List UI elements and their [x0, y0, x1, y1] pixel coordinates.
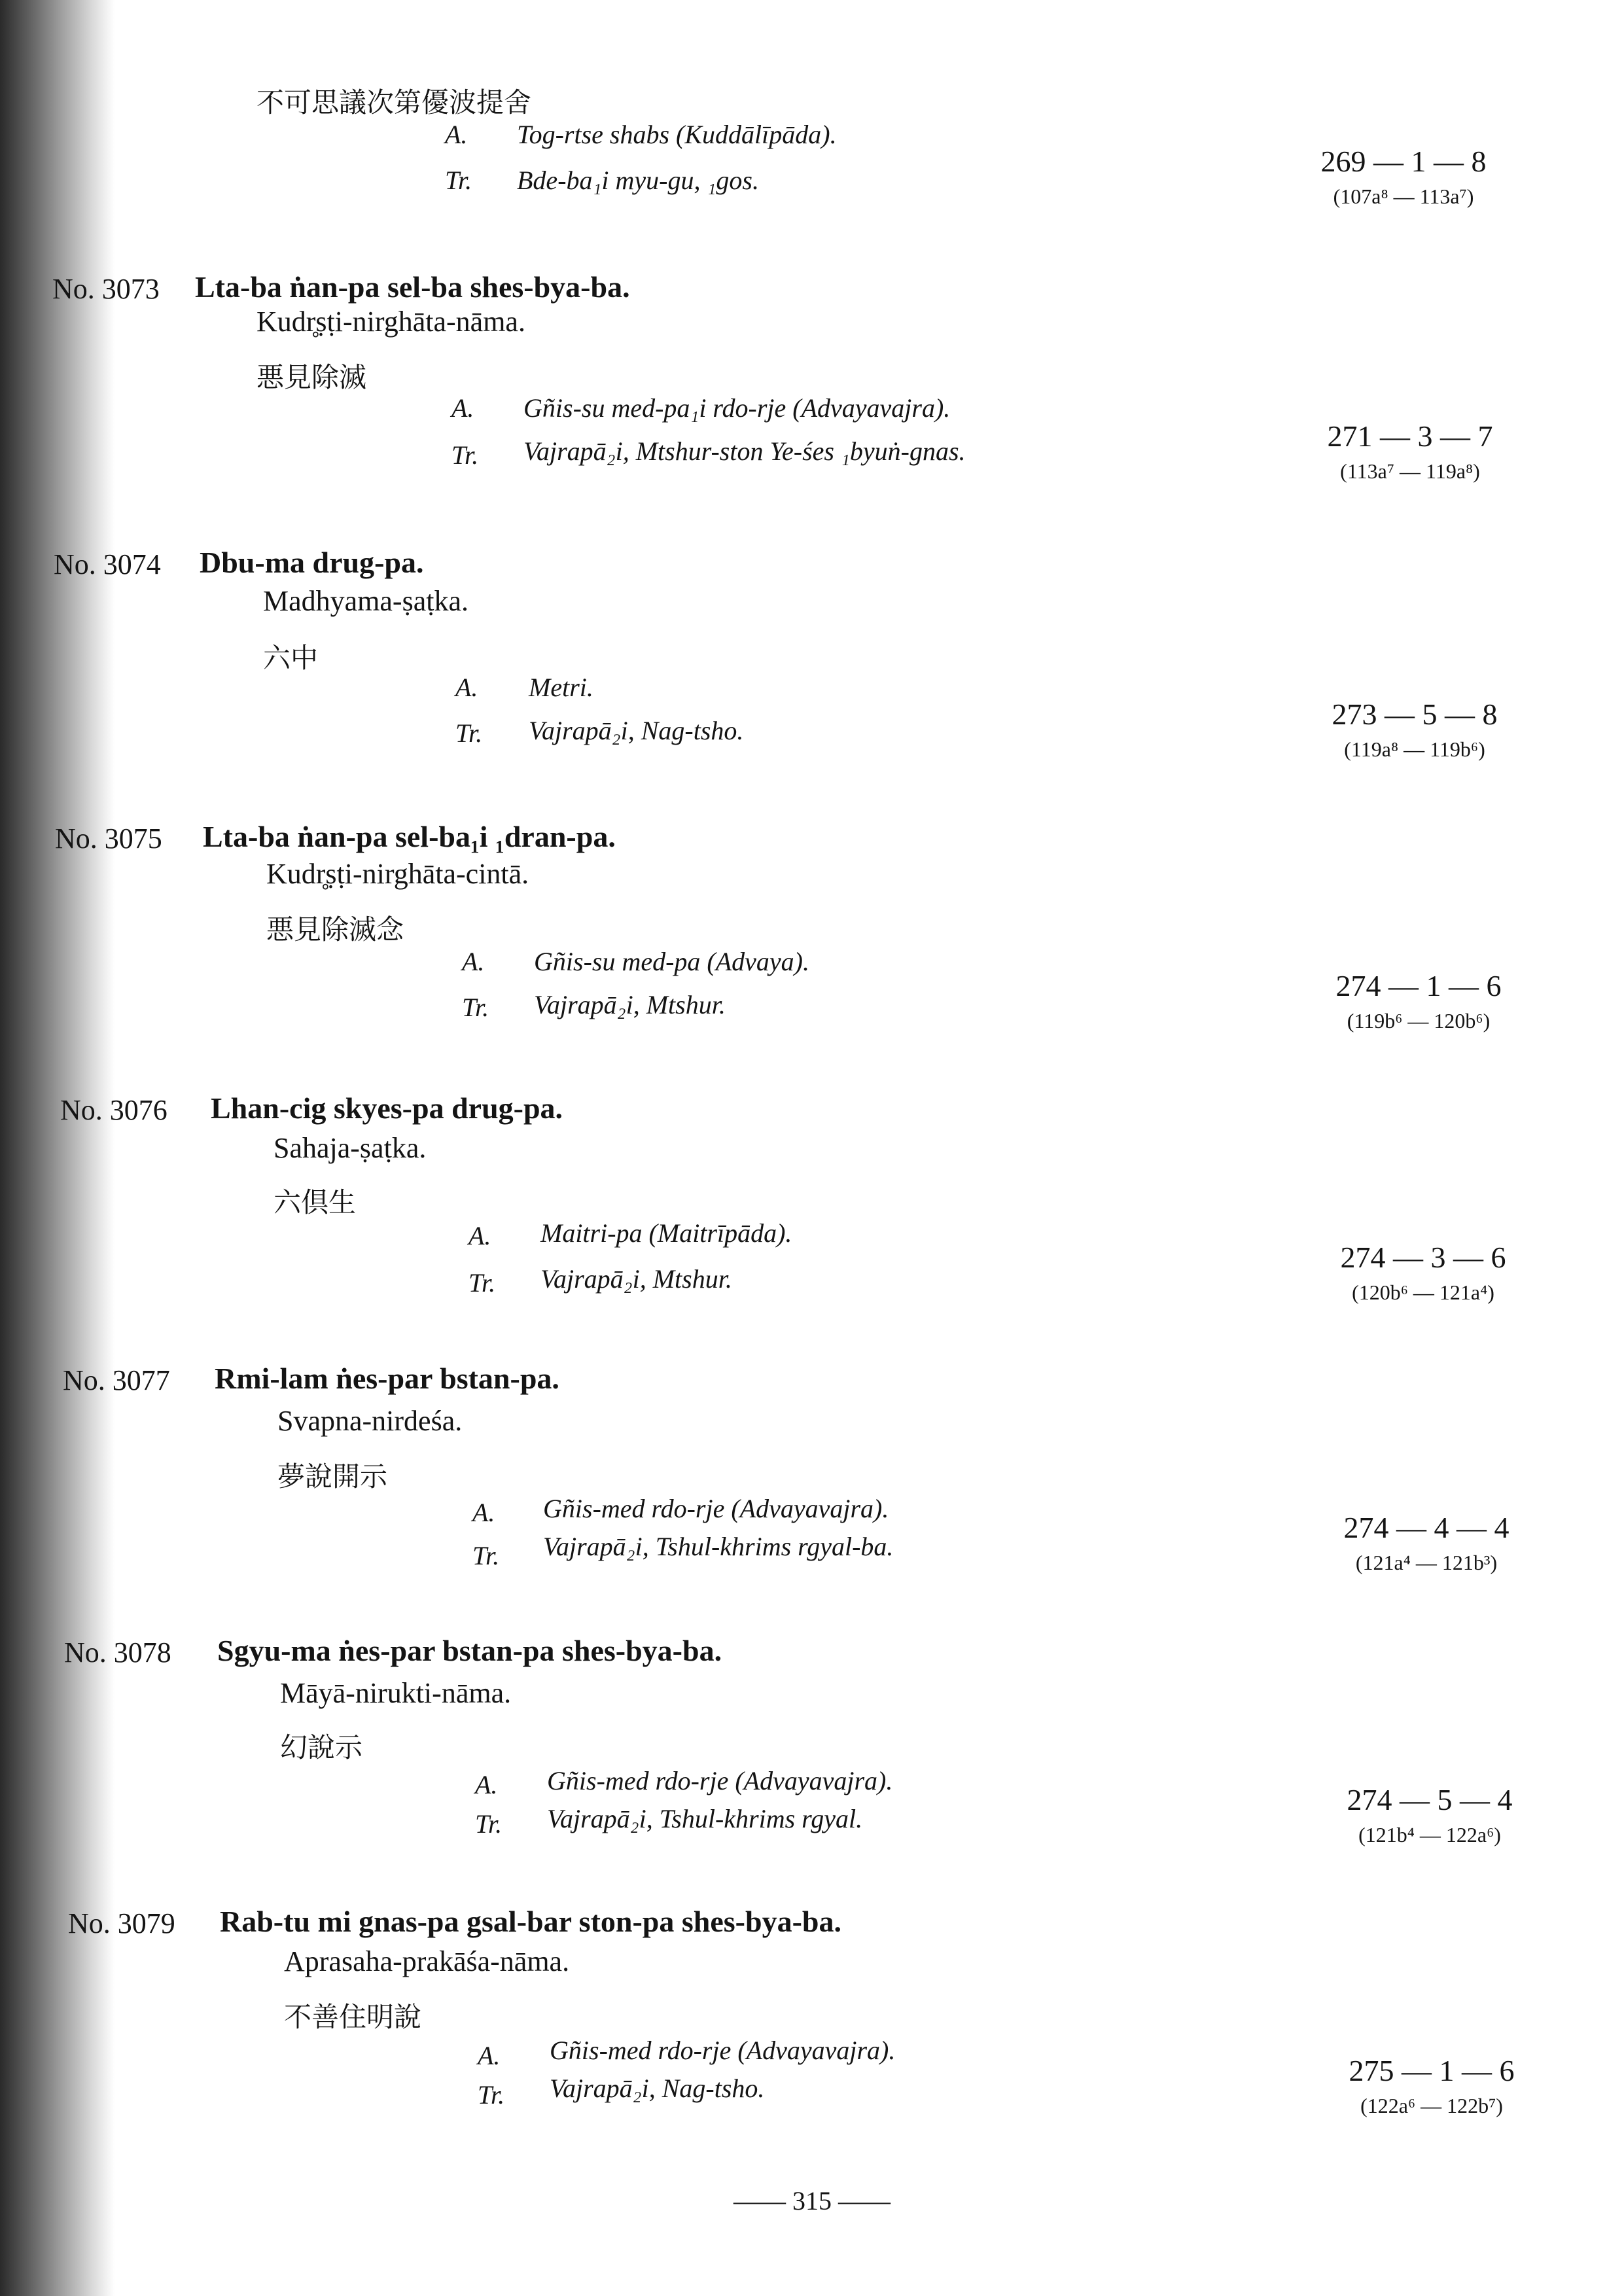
author-name: Gñis-su med-pa (Advaya).: [534, 947, 809, 976]
chinese-title: 夢說開示: [277, 1460, 388, 1492]
folio-range: (121a⁴ — 121b³): [1355, 1551, 1498, 1574]
volume-reference: 273 — 5 — 8: [1332, 698, 1498, 731]
chinese-title: 幻說示: [280, 1731, 363, 1763]
author-label: A.: [455, 673, 478, 702]
entry-number: No. 3076: [60, 1094, 168, 1126]
chinese-title: 不可思議次第優波提舍: [256, 86, 532, 118]
translator-label: Tr.: [445, 166, 472, 195]
tibetan-title: Dbu-ma drug-pa.: [200, 546, 424, 579]
entry-number: No. 3078: [64, 1636, 171, 1669]
author-label: A.: [445, 120, 468, 149]
author-name: Maitri-pa (Maitrīpāda).: [540, 1218, 792, 1248]
chinese-title: 六倶生: [274, 1186, 357, 1218]
entry-number: No. 3077: [63, 1364, 170, 1396]
author-label: A.: [451, 393, 474, 423]
folio-range: (113a⁷ — 119a⁸): [1340, 459, 1480, 483]
tibetan-title: Rab-tu mi gnas-pa gsal-bar ston-pa shes-bya-ba.: [220, 1905, 841, 1938]
entry-number: No. 3079: [68, 1907, 175, 1939]
volume-reference: 274 — 4 — 4: [1343, 1511, 1509, 1544]
folio-range: (121b⁴ — 122a⁶): [1358, 1823, 1501, 1846]
sanskrit-title: Aprasaha-prakāśa-nāma.: [284, 1945, 570, 1977]
entry-number: No. 3074: [54, 548, 161, 580]
translator-name: Bde-ba₁i myu-gu, ₁gos.: [517, 166, 759, 195]
translator-label: Tr.: [455, 718, 483, 748]
tibetan-title: Lhan-cig skyes-pa drug-pa.: [211, 1091, 563, 1125]
author-name: Gñis-med rdo-rje (Advayavajra).: [543, 1494, 889, 1523]
chinese-title: 悪見除滅: [256, 361, 367, 393]
author-label: A.: [475, 1770, 498, 1799]
tibetan-title: Sgyu-ma ṅes-par bstan-pa shes-bya-ba.: [217, 1634, 722, 1667]
translator-label: Tr.: [462, 993, 489, 1022]
sanskrit-title: Sahaja-ṣaṭka.: [274, 1132, 427, 1164]
author-name: Tog-rtse shabs (Kuddālīpāda).: [517, 120, 837, 149]
tibetan-title: Rmi-lam ṅes-par bstan-pa.: [215, 1362, 559, 1395]
volume-reference: 274 — 3 — 6: [1340, 1241, 1506, 1274]
translator-label: Tr.: [451, 440, 479, 470]
translator-name: Vajrapā₂i, Mtshur.: [534, 990, 726, 1019]
volume-reference: 274 — 5 — 4: [1347, 1783, 1513, 1816]
chinese-title: 六中: [263, 642, 319, 674]
folio-range: (120b⁶ — 121a⁴): [1352, 1280, 1494, 1304]
author-name: Gñis-med rdo-rje (Advayavajra).: [550, 2036, 896, 2065]
translator-name: Vajrapā₂i, Tshul-khrims rgyal.: [547, 1804, 863, 1833]
translator-name: Vajrapā₂i, Mtshur-ston Ye-śes ₁byuṅ-gnas.: [523, 436, 966, 466]
chinese-title: 不善住明說: [284, 2001, 422, 2033]
translator-name: Vajrapā₂i, Mtshur.: [540, 1264, 732, 1294]
tibetan-title: Lta-ba ṅan-pa sel-ba₁i ₁dran-pa.: [203, 820, 616, 853]
folio-range: (119b⁶ — 120b⁶): [1347, 1009, 1491, 1033]
entry-number: No. 3073: [52, 273, 160, 305]
sanskrit-title: Kudr̥ṣṭi-nirghāta-cintā.: [266, 858, 529, 890]
volume-reference: 274 — 1 — 6: [1335, 969, 1502, 1002]
chinese-title: 悪見除滅念: [266, 913, 404, 945]
translator-label: Tr.: [478, 2080, 505, 2110]
translator-label: Tr.: [472, 1541, 500, 1570]
author-name: Gñis-su med-pa₁i rdo-rje (Advayavajra).: [523, 393, 951, 423]
author-name: Gñis-med rdo-rje (Advayavajra).: [547, 1766, 893, 1795]
translator-name: Vajrapā₂i, Nag-tsho.: [550, 2074, 765, 2103]
folio-range: (122a⁶ — 122b⁷): [1360, 2094, 1503, 2117]
volume-reference: 275 — 1 — 6: [1349, 2054, 1515, 2087]
sanskrit-title: Svapna-nirdeśa.: [277, 1405, 463, 1437]
volume-reference: 269 — 1 — 8: [1320, 145, 1487, 178]
tibetan-title: Lta-ba ṅan-pa sel-ba shes-bya-ba.: [195, 270, 630, 304]
translator-name: Vajrapā₂i, Tshul-khrims rgyal-ba.: [543, 1532, 894, 1561]
sanskrit-title: Madhyama-ṣaṭka.: [263, 585, 468, 617]
author-label: A.: [472, 1498, 495, 1527]
page-number: —— 315 ——: [733, 2186, 891, 2216]
sanskrit-title: Māyā-nirukti-nāma.: [280, 1677, 512, 1709]
entry-number: No. 3075: [55, 822, 162, 855]
author-label: A.: [462, 947, 485, 976]
translator-label: Tr.: [468, 1268, 496, 1298]
folio-range: (107a⁸ — 113a⁷): [1333, 185, 1474, 208]
translator-label: Tr.: [475, 1809, 503, 1839]
author-label: A.: [468, 1221, 491, 1250]
translator-name: Vajrapā₂i, Nag-tsho.: [529, 716, 744, 745]
page-binding-shadow: [0, 0, 115, 2296]
author-name: Metri.: [529, 673, 593, 702]
sanskrit-title: Kudr̥ṣṭi-nirghāta-nāma.: [256, 306, 525, 338]
author-label: A.: [478, 2041, 501, 2070]
volume-reference: 271 — 3 — 7: [1327, 419, 1493, 453]
folio-range: (119a⁸ — 119b⁶): [1344, 737, 1485, 761]
